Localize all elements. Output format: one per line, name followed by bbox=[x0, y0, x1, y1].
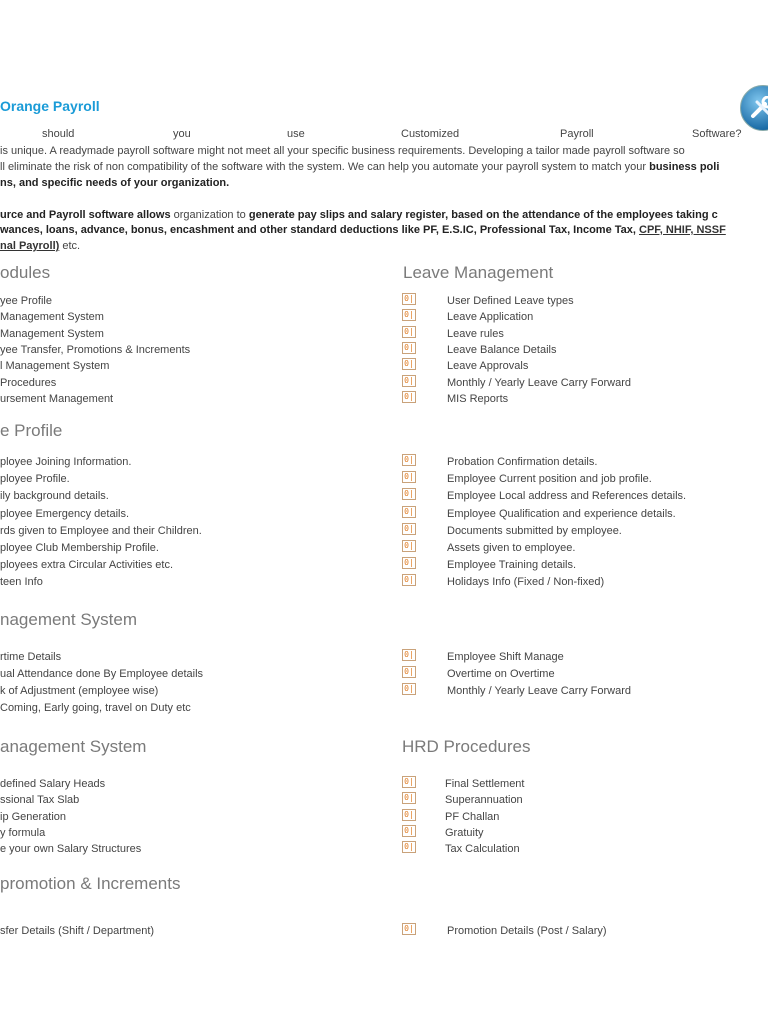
list-item: Monthly / Yearly Leave Carry Forward bbox=[447, 376, 632, 389]
list-item: e your own Salary Structures bbox=[0, 843, 142, 856]
intro-line-3 bbox=[0, 159, 719, 175]
bullet-icon: 0| bbox=[402, 471, 416, 483]
bullet-icon: 0| bbox=[402, 666, 416, 678]
bullet-icon: 0| bbox=[402, 923, 416, 935]
list-item: Superannuation bbox=[445, 794, 523, 807]
profile-heading: e Profile bbox=[0, 421, 63, 440]
bullet-icon: 0| bbox=[402, 358, 416, 370]
bullet-icon: 0| bbox=[402, 391, 416, 403]
list-item: rtime Details bbox=[0, 651, 62, 663]
bullet-icon: 0| bbox=[402, 523, 416, 535]
bullet-icon: 0| bbox=[402, 488, 416, 500]
bullet-icon: 0| bbox=[402, 825, 416, 837]
list-item: Employee Local address and References details. bbox=[447, 490, 687, 503]
attendance-heading: nagement System bbox=[0, 610, 138, 629]
list-item: rds given to Employee and their Children. bbox=[0, 524, 202, 537]
intro-word: Payroll bbox=[560, 128, 594, 140]
intro-word: Customized bbox=[401, 128, 460, 140]
list-item: PF Challan bbox=[445, 810, 500, 823]
bullet-icon: 0| bbox=[402, 683, 416, 695]
list-item: Employee Training details. bbox=[447, 559, 577, 572]
bullet-icon: 0| bbox=[402, 326, 416, 338]
list-item: Monthly / Yearly Leave Carry Forward bbox=[447, 685, 632, 697]
para2-text: organization to bbox=[170, 209, 249, 221]
intro-word: use bbox=[287, 128, 305, 140]
para2-line-1 bbox=[0, 207, 718, 223]
salary-heading: anagement System bbox=[0, 737, 147, 756]
list-item: Leave Balance Details bbox=[447, 343, 557, 356]
intro-bold: ns, and specific needs of your organization. bbox=[0, 177, 230, 189]
list-item: defined Salary Heads bbox=[0, 778, 106, 790]
list-item: sfer Details (Shift / Department) bbox=[0, 925, 155, 937]
list-item: Final Settlement bbox=[445, 778, 525, 790]
list-item: l Management System bbox=[0, 360, 110, 373]
bullet-icon: 0| bbox=[402, 574, 416, 586]
list-item: Coming, Early going, travel on Duty etc bbox=[0, 702, 191, 714]
bullet-icon: 0| bbox=[402, 841, 416, 853]
bullet-icon: 0| bbox=[402, 776, 416, 788]
logo bbox=[740, 85, 768, 131]
tools-icon bbox=[749, 96, 768, 120]
list-item: Leave Approvals bbox=[447, 360, 529, 373]
list-item: User Defined Leave types bbox=[447, 295, 574, 307]
list-item: Management System bbox=[0, 327, 104, 340]
list-item: ployee Club Membership Profile. bbox=[0, 542, 159, 554]
intro-text: ll eliminate the risk of non compatibility of the software with the system. We can help you automate your payroll system to match your bbox=[0, 161, 650, 173]
para2-line-2 bbox=[0, 222, 726, 238]
intro-bold: business poli bbox=[649, 161, 720, 173]
bullet-icon: 0| bbox=[402, 809, 416, 821]
bullet-icon: 0| bbox=[402, 540, 416, 552]
para2-text: etc. bbox=[59, 240, 81, 252]
bullet-icon: 0| bbox=[402, 557, 416, 569]
list-item: Leave Application bbox=[447, 311, 534, 324]
list-item: yee Profile bbox=[0, 295, 52, 307]
para2-bold: wances, loans, advance, bonus, encashment and other standard deductions like PF, E.S.IC, Professional Tax, Income Tax, bbox=[0, 224, 639, 236]
list-item: Employee Current position and job profile. bbox=[447, 473, 652, 486]
list-item: Probation Confirmation details. bbox=[447, 456, 598, 468]
para2-bold: urce and Payroll software allows bbox=[0, 209, 171, 221]
list-item: ual Attendance done By Employee details bbox=[0, 668, 204, 680]
list-item: Documents submitted by employee. bbox=[447, 524, 622, 537]
leave-heading: Leave Management bbox=[403, 263, 554, 282]
hrd-heading: HRD Procedures bbox=[402, 737, 531, 756]
list-item: Procedures bbox=[0, 376, 57, 389]
intro-word: should bbox=[42, 128, 75, 140]
list-item: Leave rules bbox=[447, 327, 504, 340]
bullet-icon: 0| bbox=[402, 342, 416, 354]
list-item: Management System bbox=[0, 311, 104, 324]
list-item: ployee Emergency details. bbox=[0, 507, 130, 520]
list-item: Employee Shift Manage bbox=[447, 651, 564, 663]
list-item: Employee Qualification and experience details. bbox=[447, 507, 676, 520]
intro-word: Software? bbox=[692, 128, 742, 140]
list-item: Assets given to employee. bbox=[447, 542, 576, 554]
list-item: ursement Management bbox=[0, 392, 114, 405]
bullet-icon: 0| bbox=[402, 309, 416, 321]
list-item: ployee Profile. bbox=[0, 473, 70, 486]
bullet-icon: 0| bbox=[402, 454, 416, 466]
list-item: ssional Tax Slab bbox=[0, 794, 80, 807]
bullet-icon: 0| bbox=[402, 649, 416, 661]
modules-heading: odules bbox=[0, 263, 51, 282]
list-item: k of Adjustment (employee wise) bbox=[0, 685, 159, 697]
bullet-icon: 0| bbox=[402, 506, 416, 518]
list-item: ployees extra Circular Activities etc. bbox=[0, 559, 174, 572]
list-item: ip Generation bbox=[0, 810, 67, 823]
bullet-icon: 0| bbox=[402, 375, 416, 387]
bullet-icon: 0| bbox=[402, 792, 416, 804]
list-item: teen Info bbox=[0, 576, 43, 589]
list-item: Holidays Info (Fixed / Non-fixed) bbox=[447, 576, 605, 589]
list-item: y formula bbox=[0, 826, 46, 839]
list-item: Promotion Details (Post / Salary) bbox=[447, 925, 607, 937]
para2-line-3 bbox=[0, 238, 80, 254]
list-item: ployee Joining Information. bbox=[0, 456, 132, 468]
list-item: yee Transfer, Promotions & Increments bbox=[0, 343, 191, 356]
intro-word: you bbox=[173, 128, 191, 140]
list-item: Tax Calculation bbox=[445, 843, 520, 856]
intro-line-2: is unique. A readymade payroll software might not meet all your specific business requirements. Developing a tailor made payroll software so bbox=[0, 145, 685, 157]
list-item: ily background details. bbox=[0, 490, 109, 503]
bullet-icon: 0| bbox=[402, 293, 416, 305]
para2-bold: generate pay slips and salary register, based on the attendance of the employees taking c bbox=[248, 209, 718, 221]
cpf-nhif-nssf-link[interactable]: CPF, NHIF, NSSF bbox=[639, 224, 726, 236]
intro-line-4 bbox=[0, 175, 229, 191]
list-item: Overtime on Overtime bbox=[447, 668, 555, 680]
list-item: MIS Reports bbox=[447, 392, 509, 405]
payroll-link[interactable]: nal Payroll) bbox=[0, 240, 60, 252]
promotion-heading: promotion & Increments bbox=[0, 874, 181, 893]
page-title: Orange Payroll bbox=[0, 98, 100, 114]
list-item: Gratuity bbox=[445, 826, 484, 839]
